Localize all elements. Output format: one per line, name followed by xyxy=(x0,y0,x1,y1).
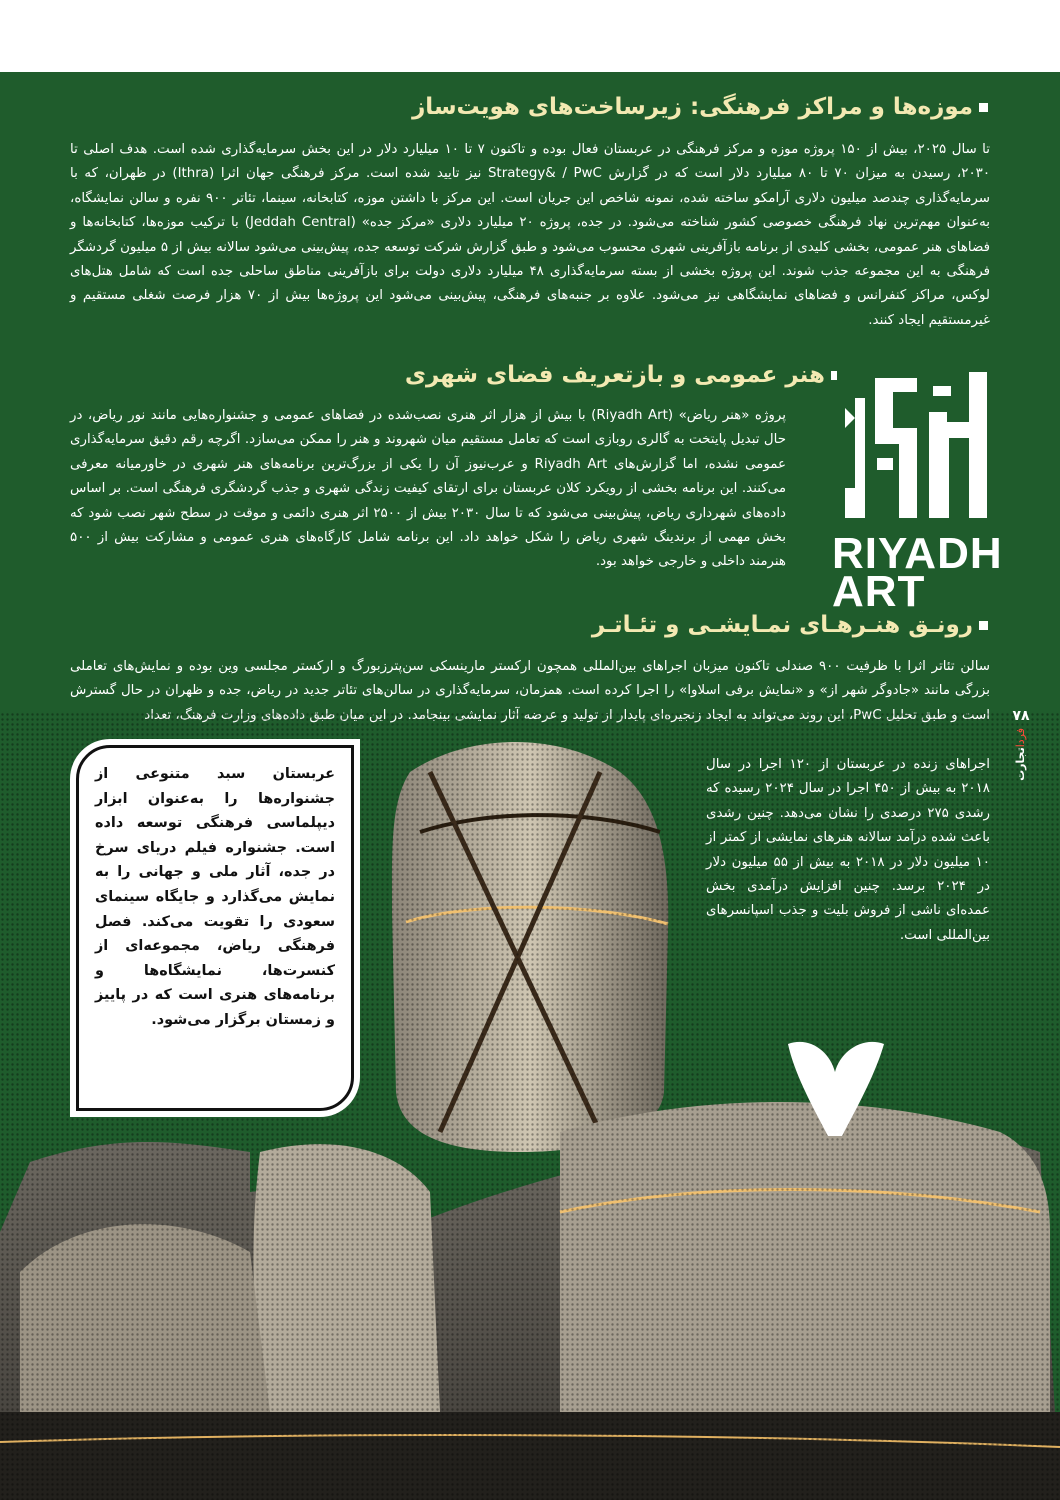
riyadh-art-logo xyxy=(832,364,1003,616)
page-number: ۷۸ xyxy=(1012,708,1030,724)
festivals-callout-box xyxy=(76,745,354,1111)
section-heading-performing-arts: رونـق هنـرهـای نمـایشـی و تئـاتـر xyxy=(592,612,988,638)
riyadh-art-calligraphy-icon xyxy=(837,368,995,526)
bullet-square xyxy=(979,103,988,112)
magazine-name: فرداتجارت xyxy=(1014,728,1027,781)
bullet-square xyxy=(979,621,988,630)
section-heading-museums: موزه‌ها و مراکز فرهنگی: زیرساخت‌های هویت‌ساز xyxy=(412,94,988,120)
side-page-label xyxy=(1010,708,1056,828)
green-page xyxy=(0,72,1060,1500)
paragraph-performing-arts: سالن تئاتر اثرا با ظرفیت ۹۰۰ صندلی تاکنون میزبان اجراهای بین‌المللی همچون ارکستر مارینسکی سن‌پترزبورگ و ارکستر مجلسی وین بوده و نمایش‌های تعاملی بزرگی مانند «جادوگر شهر از» و «نمایش برفی اسلاوا» را اجرا کرده است. همزمان، سرمایه‌گذاری در سالن‌های تئاتر جدید در ریاض، جده و ظهران در حال گسترش xyxy=(70,659,990,699)
logo-riyadh-text: RIYADH xyxy=(832,529,1003,578)
callout-text: عربستان سبد متنوعی از جشنواره‌ها را به‌عنوان ابزار دیپلماسی فرهنگی توسعه داده است. جشنواره فیلم دریای سرخ در جده، آثار ملی و جهانی را به نمایش می‌گذارد و جایگاه سینمای سعودی را تقویت می‌کند. فصل فرهنگی ریاض، مجموعه‌ای از کنسرت‌ها، نمایشگاه‌ها و برنامه‌های هنری است که در پاییز و زمستان برگزار می‌شود. xyxy=(95,766,335,1028)
paragraph-museums: تا سال ۲۰۲۵، بیش از ۱۵۰ پروژه موزه و مرکز فرهنگی در عربستان فعال بوده و تاکنون ۷ تا ۱۰ میلیارد دلار در این بخش سرمایه‌گذاری شده است. هدف اصلی تا ۲۰۳۰، رسیدن به میزان ۷۰ تا ۸۰ میلیارد دلار است که در گزارش Strategy& / PwC نیز تایید شده است. مرکز فرهنگی جهان اثرا (Ithra) در ظهران، که با سرمایه‌گذاری چندصد میلیون دلاری آرامکو ساخته شده، نمونه شاخص این جریان است. این مرکز با داشتن موزه، کتابخانه، سینما، تئاتر ۹۰۰ نفره و سالن نمایشگاه، به‌عنوان مهم‌ترین نهاد فرهنگی خصوصی کشور شناخته می‌شود. در جده، پروژه ۲۰ میلیارد دلاری «مرکز جده» (Jeddah Central) با ترکیب موزه‌ها، کتابخانه‌ها و فضاهای هنر عمومی، بخشی کلیدی از برنامه بازآفرینی شهری محسوب می‌شود و طبق گزارش شرکت توسعه جده، پیش‌بینی می‌شود سالانه بیش از ۵ میلیون گردشگر فرهنگی به این مجموعه جذب شوند. این پروژه بخشی از بسته سرمایه‌گذاری ۴۸ میلیارد دلاری دولت برای بازآفرینی مناطق ساحلی جده است که شامل هتل‌های لوکس، مراکز کنفرانس و فضاهای نمایشگاهی نیز می‌شود. علاوه بر جنبه‌های فرهنگی، پیش‌بینی می‌شود این پروژه‌ها بیش از ۷۰ هزار فرصت شغلی مستقیم و غیرمستقیم ایجاد کنند. xyxy=(70,142,991,328)
number-seven-icon xyxy=(780,1032,890,1142)
paragraph-public-art: پروژه «هنر ریاض» (Riyadh Art) با بیش از هزار اثر هنری نصب‌شده در فضاهای عمومی و جشنواره‌هایی مانند نور ریاض، در حال تبدیل پایتخت به گالری روبازی است که تعامل مستقیم میان شهروند و هنر را ممکن می‌سازد. اگرچه رقم دقیق سرمایه‌گذاری عمومی نشده، اما گزارش‌های Riyadh Art و عرب‌نیوز آن را یکی از بزرگ‌ترین برنامه‌های هنر شهری در خاورمیانه معرفی می‌کنند. این برنامه بخشی از رویکرد کلان عربستان برای ارتقای کیفیت زندگی شهری و جذب گردشگری فرهنگی است. بر اساس داده‌های شهرداری ریاض، پیش‌بینی می‌شود که تا سال ۲۰۳۰ بیش از ۲۵۰۰ اثر هنری دائمی و موقت در سطح شهر نصب شود که بخش مهمی از برندینگ شهری ریاض را شکل خواهد داد. این برنامه شامل کارگاه‌های هنری عمومی و مشارکت بیش از ۵۰۰ هنرمند داخلی و خارجی خواهد بود. xyxy=(70,408,786,570)
paragraph-performing-arts-cont: اجراهای زنده در عربستان از ۱۲۰ اجرا در سال ۲۰۱۸ به بیش از ۴۵۰ اجرا در سال ۲۰۲۴ رسیده که رشدی ۲۷۵ درصدی را نشان می‌دهد. چنین رشدی باعث شده درآمد سالانه هنرهای نمایشی از کمتر از ۱۰ میلیون دلار در ۲۰۱۸ به بیش از ۵۵ میلیون دلار در ۲۰۲۴ برسد. چنین افزایش درآمدی بخش عمده‌ای ناشی از فروش بلیت و جذب اسپانسرهای بین‌المللی است. xyxy=(706,757,991,943)
section-heading-public-art: هنر عمومی و بازتعریف فضای شهری xyxy=(405,362,840,388)
logo-art-text: ART xyxy=(832,567,926,616)
